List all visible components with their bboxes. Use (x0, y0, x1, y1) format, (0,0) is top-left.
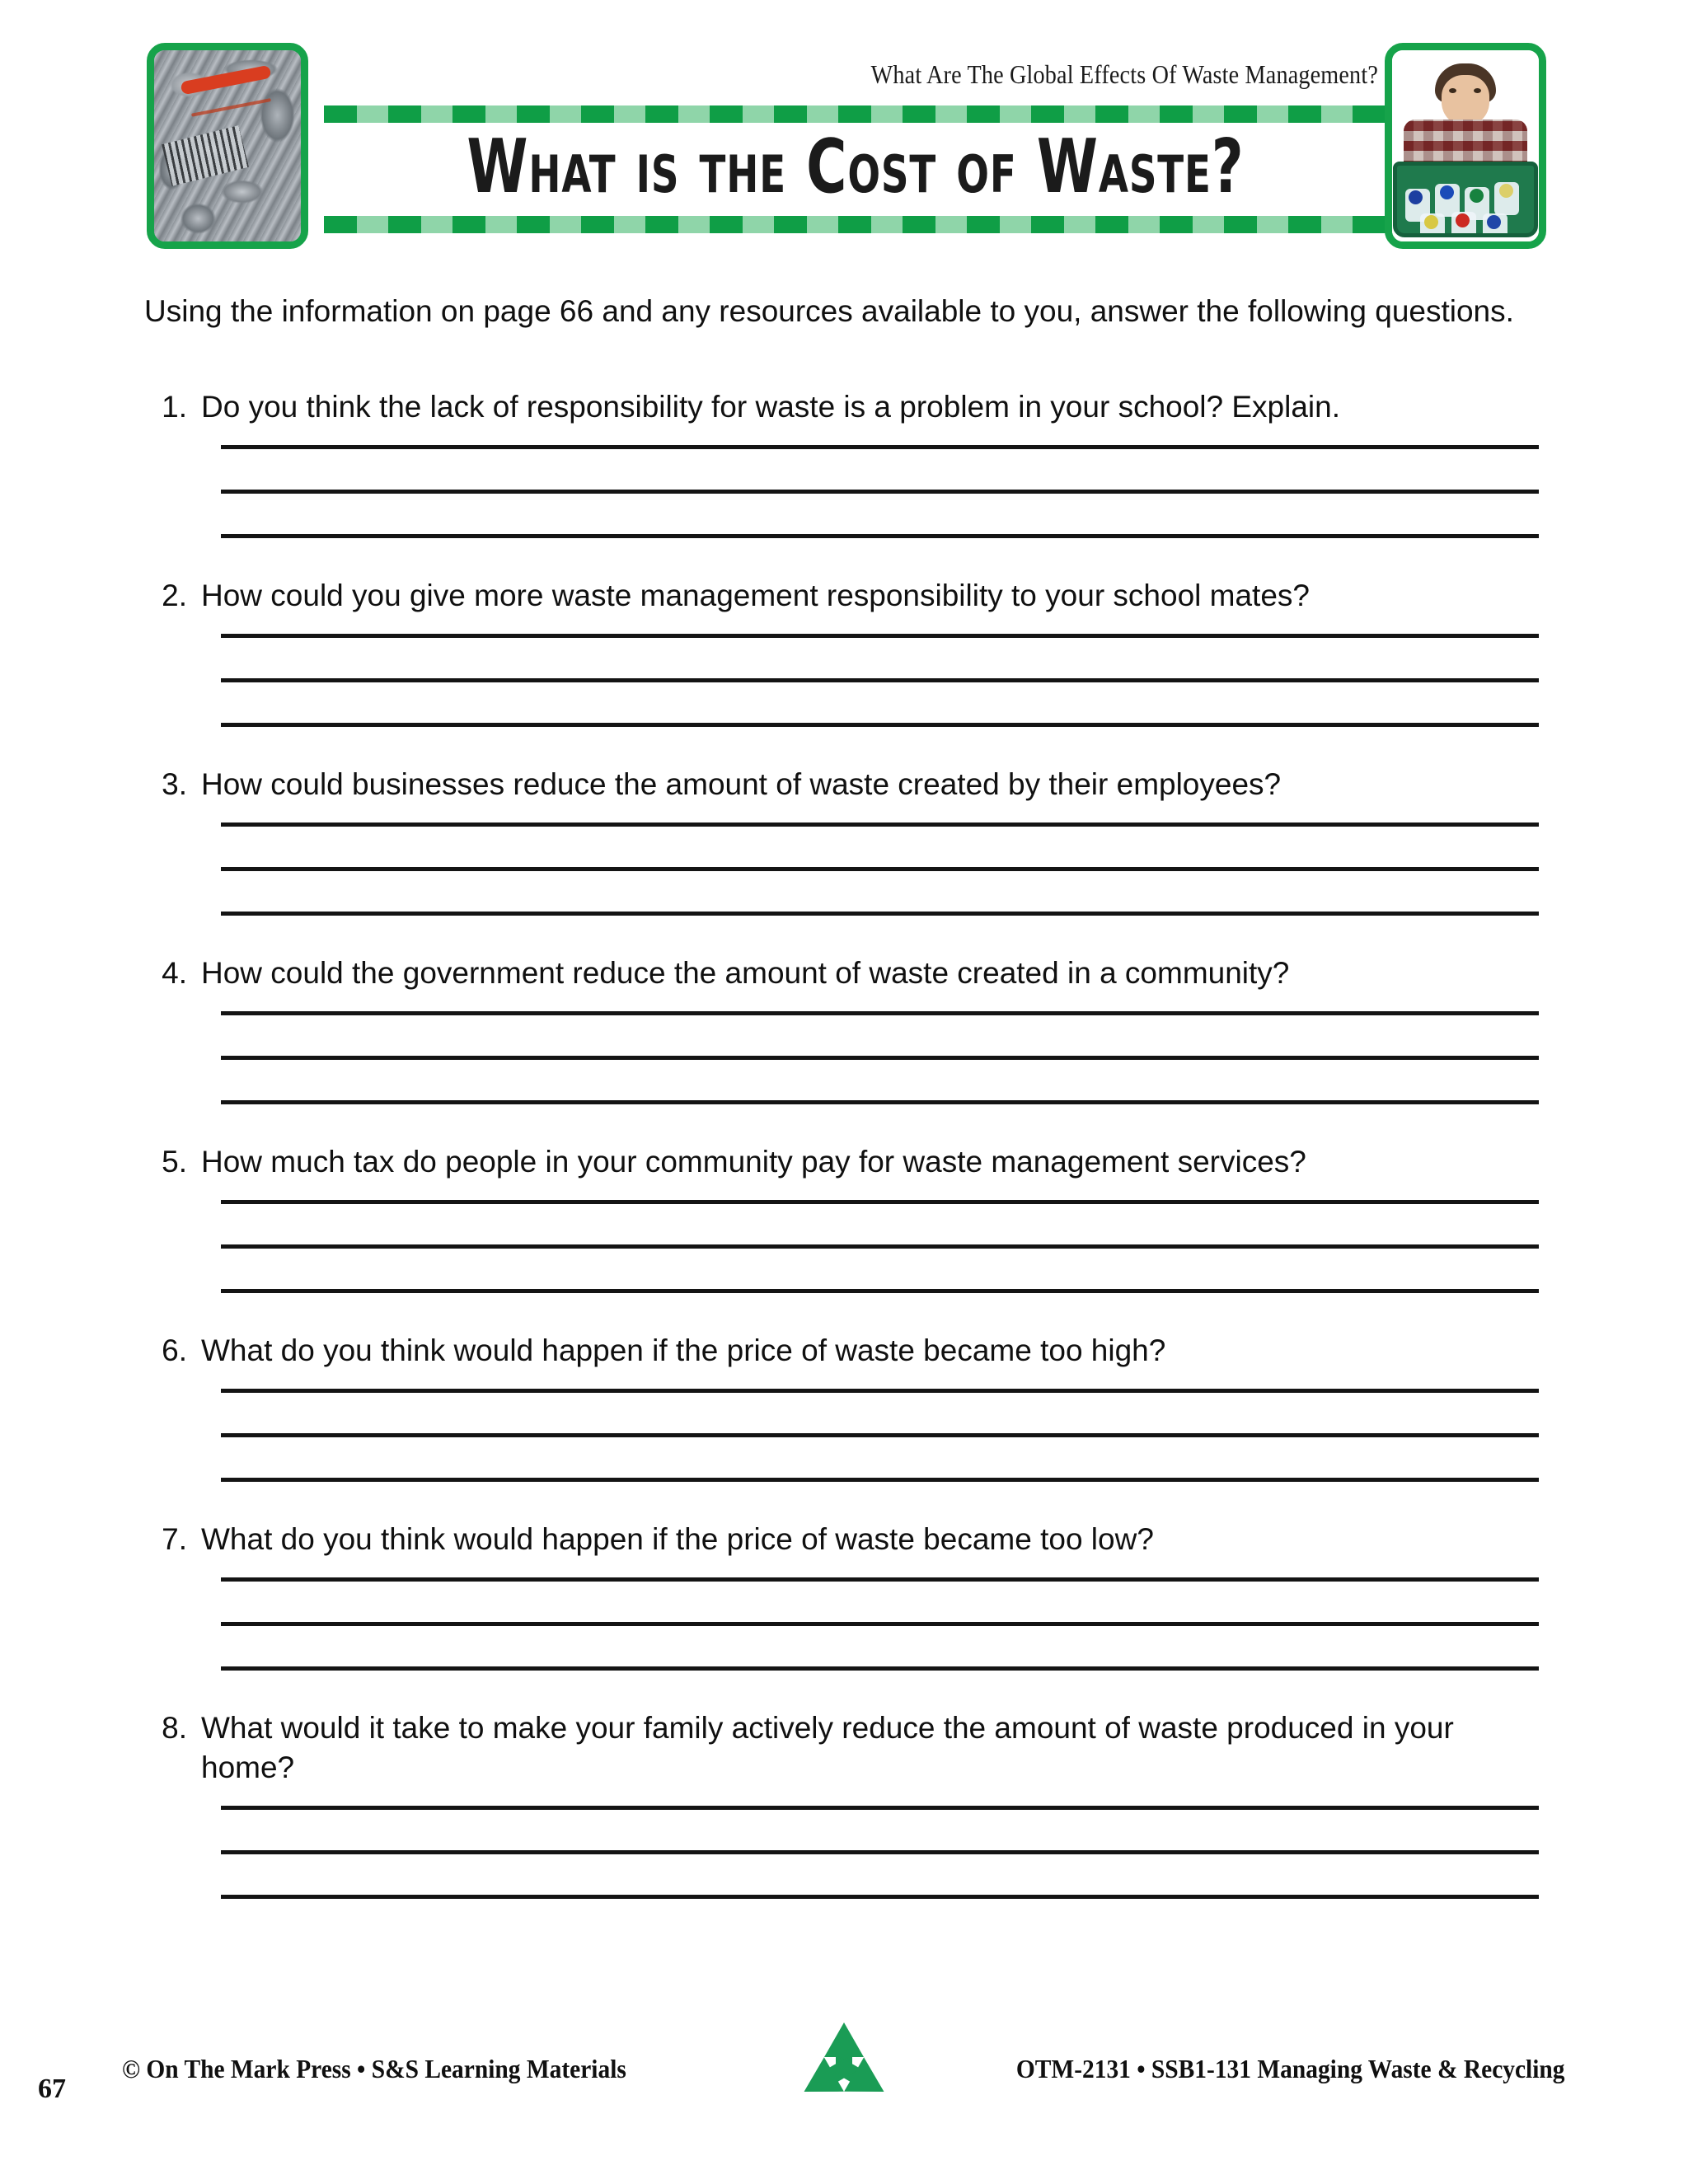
question-number: 8. (162, 1711, 187, 1745)
question-text: How much tax do people in your community pay for waste management services? (201, 1145, 1306, 1179)
question-row (144, 765, 1545, 804)
spacer (144, 1104, 1545, 1142)
question-text: What do you think would happen if the price of waste became too high? (201, 1333, 1166, 1367)
answer-line[interactable] (221, 1289, 1539, 1293)
question-number: 3. (162, 767, 187, 801)
answer-line[interactable] (221, 912, 1539, 916)
question-block (144, 1142, 1545, 1293)
answer-lines[interactable] (221, 1559, 1539, 1671)
answer-line[interactable] (221, 1577, 1539, 1582)
question-number: 1. (162, 390, 187, 424)
answer-line[interactable] (221, 678, 1539, 682)
question-text: What would it take to make your family actively reduce the amount of waste produced in your home? (201, 1711, 1454, 1784)
spacer (144, 1671, 1545, 1708)
question-block (144, 1708, 1545, 1899)
question-text: Do you think the lack of responsibility for waste is a problem in your school? Explain. (201, 390, 1341, 424)
spacer (144, 538, 1545, 576)
question-row (144, 1520, 1545, 1559)
footer-product-code: OTM-2131 • SSB1-131 Managing Waste & Recycling (1015, 2054, 1564, 2083)
answer-line[interactable] (221, 1200, 1539, 1204)
answer-line[interactable] (221, 1389, 1539, 1393)
answer-line[interactable] (221, 823, 1539, 827)
footer-copyright: © On The Mark Press • S&S Learning Materials (122, 2054, 626, 2083)
question-text: How could businesses reduce the amount of waste created by their employees? (201, 767, 1282, 801)
question-block (144, 1331, 1545, 1482)
page-footer (0, 2036, 1688, 2143)
question-block (144, 576, 1545, 727)
answer-lines[interactable] (221, 1182, 1539, 1293)
question-row (144, 1331, 1545, 1371)
question-text: What do you think would happen if the price of waste became too low? (201, 1522, 1154, 1556)
unit-kicker: What Are The Global Effects Of Waste Management? (870, 59, 1378, 89)
question-text: How could the government reduce the amount of waste created in a community? (201, 956, 1290, 990)
answer-lines[interactable] (221, 804, 1539, 916)
recycling-bin (1393, 162, 1538, 237)
question-number: 5. (162, 1145, 187, 1179)
answer-line[interactable] (221, 1806, 1539, 1810)
question-row (144, 954, 1545, 993)
question-text: How could you give more waste management responsibility to your school mates? (201, 579, 1310, 612)
answer-line[interactable] (221, 1850, 1539, 1854)
question-number: 4. (162, 956, 187, 990)
question-number: 6. (162, 1333, 187, 1367)
page-number: 67 (38, 2074, 66, 2104)
answer-line[interactable] (221, 1622, 1539, 1626)
answer-lines[interactable] (221, 616, 1539, 727)
recycle-icon (793, 2018, 895, 2125)
answer-lines[interactable] (221, 1371, 1539, 1482)
answer-line[interactable] (221, 534, 1539, 538)
boy-recycling-image (1392, 50, 1539, 241)
answer-line[interactable] (221, 867, 1539, 871)
answer-lines[interactable] (221, 427, 1539, 538)
answer-lines[interactable] (221, 1788, 1539, 1899)
question-block (144, 1520, 1545, 1671)
page-title: What is the Cost of Waste? (467, 123, 1245, 210)
answer-line[interactable] (221, 445, 1539, 449)
question-block (144, 954, 1545, 1104)
answer-line[interactable] (221, 1666, 1539, 1671)
question-block (144, 765, 1545, 916)
answer-line[interactable] (221, 1244, 1539, 1249)
answer-line[interactable] (221, 1433, 1539, 1437)
spacer (144, 1293, 1545, 1331)
question-number: 2. (162, 579, 187, 612)
question-row (144, 387, 1545, 427)
boy-face (1442, 75, 1489, 126)
question-number: 7. (162, 1522, 187, 1556)
answer-lines[interactable] (221, 993, 1539, 1104)
question-row (144, 1708, 1545, 1788)
answer-line[interactable] (221, 490, 1539, 494)
answer-line[interactable] (221, 1056, 1539, 1060)
answer-line[interactable] (221, 723, 1539, 727)
page-header (0, 0, 1688, 272)
spacer (144, 916, 1545, 954)
spacer (144, 1482, 1545, 1520)
instructions-text: Using the information on page 66 and any resources available to you, answer the following questions. (144, 294, 1514, 328)
answer-line[interactable] (221, 1011, 1539, 1015)
boy-recycling-photo (1385, 43, 1546, 249)
answer-line[interactable] (221, 1478, 1539, 1482)
question-block (144, 387, 1545, 538)
question-row (144, 576, 1545, 616)
question-row (144, 1142, 1545, 1182)
dashed-rule-bottom (324, 216, 1387, 233)
spacer (144, 727, 1545, 765)
answer-line[interactable] (221, 1895, 1539, 1899)
questions-list (144, 387, 1545, 1899)
answer-line[interactable] (221, 634, 1539, 638)
answer-line[interactable] (221, 1100, 1539, 1104)
